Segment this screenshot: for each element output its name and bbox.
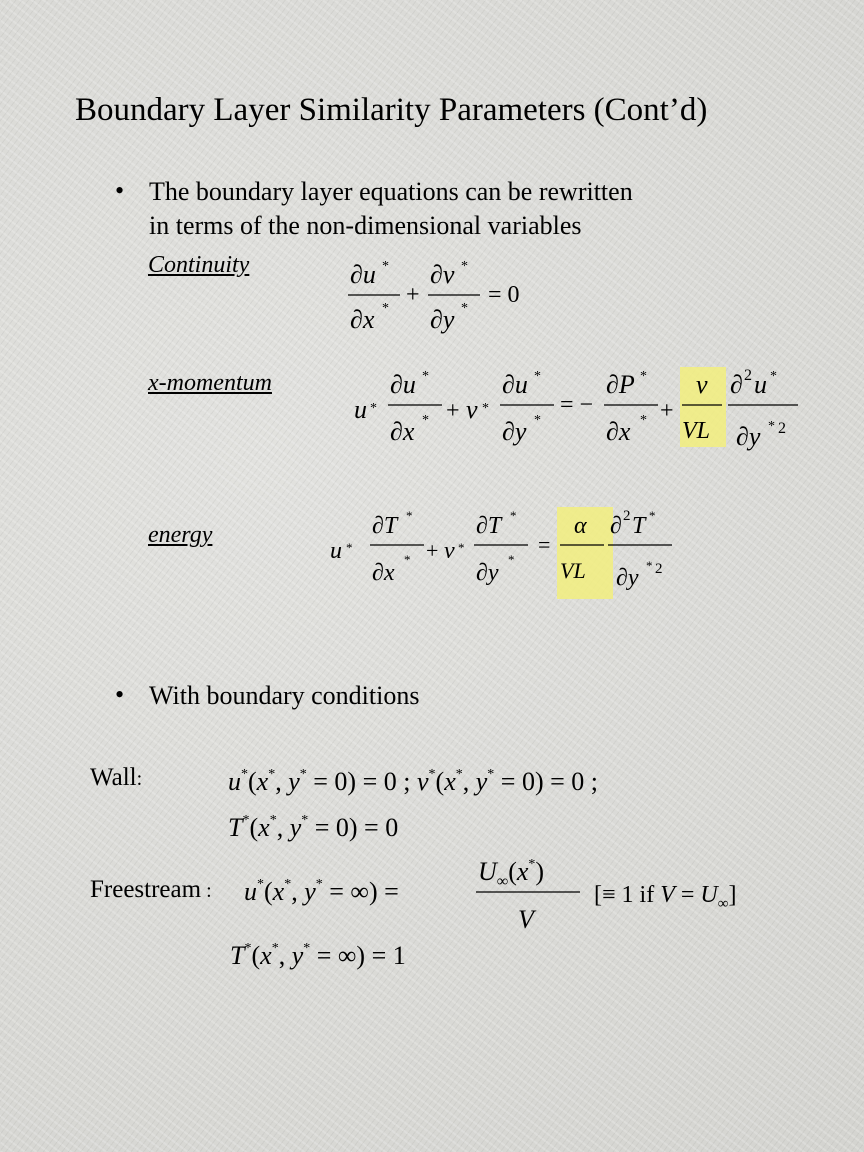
svg-text:[≡ 1 if V = U∞]: [≡ 1 if $V = U_\infty$]: [594, 882, 737, 912]
svg-text:∂T: ∂T: [476, 513, 502, 539]
svg-text:∂u: ∂u: [390, 370, 416, 399]
energy-label: energy: [148, 522, 213, 548]
svg-text:∂T: ∂T: [372, 513, 398, 539]
svg-text:*: *: [768, 419, 775, 434]
svg-text:T*(x*, y* = 0) = 0: T*(x*, y* = 0) = 0: [228, 813, 399, 842]
svg-text:+: +: [446, 398, 460, 424]
svg-text:∂P: ∂P: [606, 370, 635, 399]
svg-text:*: *: [382, 301, 389, 316]
svg-text:*: *: [640, 413, 647, 428]
bullet-2-line-1: With boundary conditions: [149, 681, 420, 710]
freestream-conditions: [230, 840, 804, 980]
bullet-1-line-1: The boundary layer equations can be rewritten: [149, 177, 633, 206]
svg-text:∂u: ∂u: [502, 370, 528, 399]
svg-text:2: 2: [655, 561, 663, 577]
svg-text:u*(x*, y* = ∞) =: u*(x*, y* = ∞) =: [244, 877, 399, 906]
svg-text:∂y: ∂y: [736, 422, 761, 451]
svg-text:*: *: [346, 540, 353, 555]
svg-text:*: *: [534, 369, 541, 384]
svg-text:∂: ∂: [730, 370, 743, 399]
bullet-dot: •: [115, 176, 125, 205]
svg-text:T*(x*, y* = ∞) = 1: T*(x*, y* = ∞) = 1: [230, 941, 406, 970]
x-momentum-label: x-momentum: [148, 370, 272, 396]
svg-text:= −: = −: [560, 392, 594, 418]
x-momentum-equation: [350, 360, 810, 460]
svg-text:VL: VL: [560, 558, 586, 583]
svg-text:∂y: ∂y: [616, 565, 639, 591]
energy-equation: [326, 500, 686, 600]
wall-label: Wall:: [90, 764, 143, 791]
svg-text:∂y: ∂y: [476, 560, 499, 586]
svg-text:*: *: [770, 369, 777, 384]
svg-text:u: u: [754, 370, 767, 399]
svg-text:T: T: [632, 513, 646, 539]
svg-text:+: +: [426, 538, 439, 563]
svg-text:∂y: ∂y: [430, 305, 455, 334]
continuity-label: Continuity: [148, 252, 250, 278]
svg-text:∂x: ∂x: [606, 417, 631, 446]
wall-conditions: [228, 752, 788, 852]
svg-text:*: *: [461, 259, 468, 274]
svg-text:+: +: [660, 398, 674, 424]
svg-text:∂y: ∂y: [502, 417, 527, 446]
svg-text:2: 2: [623, 508, 631, 524]
svg-text:*: *: [510, 508, 517, 523]
svg-text:*: *: [406, 508, 413, 523]
continuity-equation: [340, 250, 560, 340]
svg-text:= 0: = 0: [488, 282, 520, 308]
svg-text:α: α: [574, 513, 587, 539]
svg-text:*: *: [649, 508, 656, 523]
svg-text:u: u: [354, 395, 367, 424]
svg-text:+: +: [406, 282, 420, 308]
page-title: Boundary Layer Similarity Parameters (Cont’d): [75, 92, 708, 128]
svg-text:∂: ∂: [610, 513, 622, 539]
svg-text:VL: VL: [682, 418, 711, 444]
svg-text:=: =: [538, 532, 551, 557]
svg-text:∂v: ∂v: [430, 260, 455, 289]
svg-text:*: *: [640, 369, 647, 384]
svg-text:u: u: [330, 538, 342, 564]
svg-text:*: *: [382, 259, 389, 274]
svg-text:v: v: [466, 395, 478, 424]
svg-text:*: *: [404, 552, 411, 567]
svg-text:*: *: [646, 558, 653, 573]
svg-text:v: v: [444, 538, 455, 564]
svg-text:2: 2: [778, 420, 786, 437]
freestream-label: Freestream :: [90, 876, 212, 903]
svg-text:*: *: [370, 401, 377, 416]
svg-text:∂u: ∂u: [350, 260, 376, 289]
svg-text:V: V: [518, 905, 534, 934]
svg-text:∂x: ∂x: [350, 305, 375, 334]
svg-text:∂x: ∂x: [390, 417, 415, 446]
svg-text:U∞(x*): $U_\infty(x^*)$: [478, 857, 545, 890]
svg-text:*: *: [422, 413, 429, 428]
svg-text:∂x: ∂x: [372, 560, 395, 586]
svg-text:*: *: [534, 413, 541, 428]
bullet-1-line-2: in terms of the non-dimensional variables: [149, 211, 582, 240]
svg-text:ν: ν: [696, 370, 708, 399]
svg-text:2: 2: [744, 367, 752, 384]
svg-text:*: *: [482, 401, 489, 416]
svg-text:u*(x*, y* = 0) = 0 ; v*(x*, y*: u*(x*, y* = 0) = 0 ; v*(x*, y* = 0) = 0 ;: [228, 767, 599, 796]
svg-text:*: *: [422, 369, 429, 384]
svg-text:*: *: [508, 552, 515, 567]
svg-text:*: *: [461, 301, 468, 316]
svg-text:*: *: [458, 540, 465, 555]
bullet-dot: •: [115, 680, 125, 709]
